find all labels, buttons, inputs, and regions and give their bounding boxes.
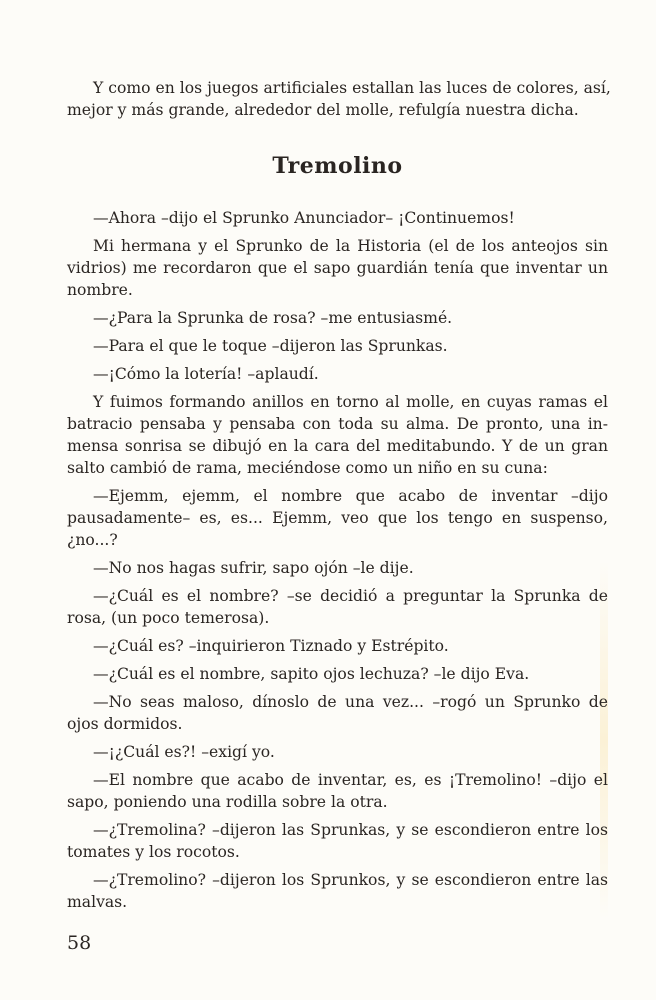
- paragraph: [67, 691, 608, 735]
- text-line: —No seas maloso, dínoslo de una vez... –rogó un Sprunko de: [93, 693, 608, 711]
- paragraph: [67, 207, 608, 229]
- text-line: —No nos hagas sufrir, sapo ojón –le dije.: [93, 559, 414, 577]
- text-line: malvas.: [67, 893, 128, 911]
- intro-paragraphs: [67, 77, 611, 121]
- paragraph: [67, 819, 608, 863]
- text-line: —¡¿Cuál es?! –exigí yo.: [93, 743, 275, 761]
- text-line: mejor y más grande, alrededor del molle, refulgía nuestra dicha.: [67, 101, 579, 119]
- paragraph: [67, 635, 608, 657]
- paragraph: [67, 741, 608, 763]
- text-line: ojos dormidos.: [67, 715, 183, 733]
- paragraph: [67, 869, 608, 913]
- text-line: —¿Cuál es el nombre? –se decidió a preguntar la Sprunka de: [93, 587, 608, 605]
- paragraph: [67, 363, 608, 385]
- paragraph: [67, 391, 608, 479]
- text-line: Y como en los juegos artificiales estallan las luces de colores, así,: [93, 79, 611, 97]
- text-line: ¿no...?: [67, 531, 118, 549]
- paragraph: [67, 235, 608, 301]
- text-line: —El nombre que acabo de inventar, es, es ¡Tremolino! –dijo el: [93, 771, 608, 789]
- text-line: —Ejemm, ejemm, el nombre que acabo de inventar –dijo: [93, 487, 608, 505]
- text-line: —¿Cuál es? –inquirieron Tiznado y Estrépito.: [93, 637, 449, 655]
- paragraph: [67, 557, 608, 579]
- text-line: pausadamente– es, es... Ejemm, veo que los tengo en suspenso,: [67, 509, 608, 527]
- text-line: —Para el que le toque –dijeron las Sprunkas.: [93, 337, 448, 355]
- text-line: rosa, (un poco temerosa).: [67, 609, 270, 627]
- text-line: —¿Tremolino? –dijeron los Sprunkos, y se escondieron entre las: [93, 871, 608, 889]
- text-line: Mi hermana y el Sprunko de la Historia (el de los anteojos sin: [93, 237, 608, 255]
- paragraph: [67, 769, 608, 813]
- chapter-paragraphs: [67, 207, 608, 913]
- paragraph: [67, 307, 608, 329]
- text-line: —Ahora –dijo el Sprunko Anunciador– ¡Continuemos!: [93, 209, 515, 227]
- paragraph: [67, 335, 608, 357]
- text-line: sapo, poniendo una rodilla sobre la otra.: [67, 793, 388, 811]
- text-line: vidrios) me recordaron que el sapo guardián tenía que inventar un: [67, 259, 608, 277]
- chapter-title: Tremolino: [272, 153, 403, 179]
- text-line: —¿Para la Sprunka de rosa? –me entusiasmé.: [93, 309, 453, 327]
- page-number: 58: [67, 932, 92, 954]
- text-line: —¿Cuál es el nombre, sapito ojos lechuza? –le dijo Eva.: [93, 665, 530, 683]
- text-line: —¿Tremolina? –dijeron las Sprunkas, y se escondieron entre los: [93, 821, 608, 839]
- text-line: salto cambió de rama, meciéndose como un niño en su cuna:: [67, 459, 548, 477]
- paragraph: [67, 663, 608, 685]
- paragraph: [67, 485, 608, 551]
- text-line: nombre.: [67, 281, 133, 299]
- text-line: batracio pensaba y pensaba con toda su alma. De pronto, una in-: [67, 415, 608, 433]
- text-line: mensa sonrisa se dibujó en la cara del meditabundo. Y de un gran: [67, 437, 608, 455]
- paragraph: [67, 585, 608, 629]
- text-line: tomates y los rocotos.: [67, 843, 240, 861]
- paragraph: [67, 77, 611, 121]
- text-line: Y fuimos formando anillos en torno al molle, en cuyas ramas el: [93, 393, 608, 411]
- page-body: [67, 77, 611, 913]
- text-line: —¡Cómo la lotería! –aplaudí.: [93, 365, 319, 383]
